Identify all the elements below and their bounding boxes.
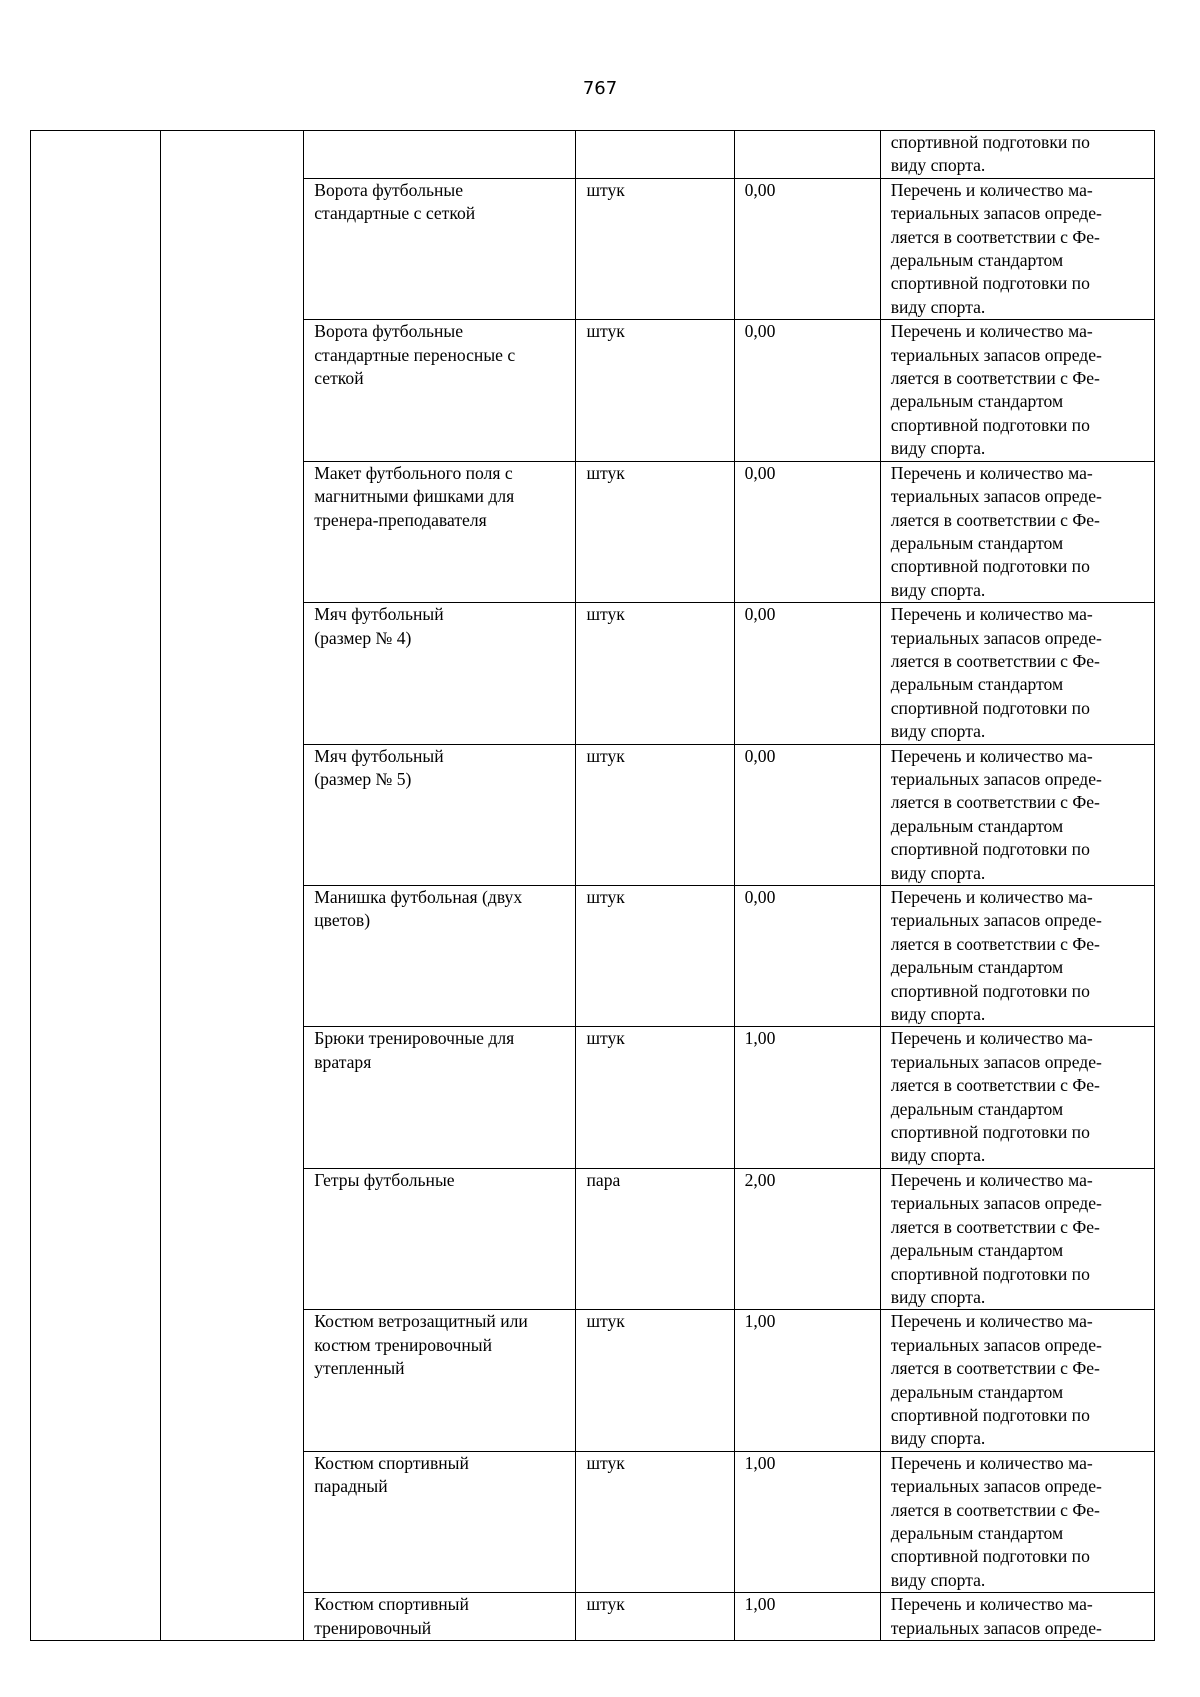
- item-name: Гетры футбольные: [314, 1169, 455, 1190]
- item-name: Мяч футбольный (размер № 5): [314, 745, 444, 789]
- item-qty: 2,00: [744, 1169, 776, 1190]
- item-name: Костюм ветрозащитный или костюм тренировочный утепленный: [314, 1311, 528, 1379]
- note-cell: [880, 1168, 1154, 1309]
- item-qty: 0,00: [744, 887, 776, 907]
- note-text: Перечень и количество ма- териальных запасов опреде- ляется в соответствии с Фе- деральным стандартом спортивной подготовки по виду спорта.: [890, 1452, 1102, 1590]
- note-cell: [880, 744, 1154, 885]
- note-text: Перечень и количество ма- териальных запасов опреде- ляется в соответствии с Фе- деральным стандартом спортивной подготовки по виду спорта.: [890, 604, 1102, 742]
- unit-cell: [576, 744, 734, 885]
- equipment-table: [30, 130, 1155, 1641]
- unit-cell: [576, 1027, 734, 1168]
- note-text: Перечень и количество ма- териальных запасов опреде- ляется в соответствии с Фе- деральным стандартом спортивной подготовки по виду спорта.: [890, 179, 1102, 317]
- name-cell: [304, 131, 576, 179]
- unit-cell: [576, 603, 734, 744]
- item-unit: штук: [586, 462, 625, 483]
- item-unit: штук: [586, 887, 625, 907]
- name-cell: [304, 1310, 576, 1451]
- note-text: спортивной подготовки по виду спорта.: [890, 132, 1090, 176]
- unit-cell: [576, 178, 734, 319]
- index-cell: [31, 131, 161, 1641]
- item-unit: пара: [586, 1169, 621, 1190]
- item-qty: 0,00: [744, 604, 776, 625]
- item-qty: 1,00: [744, 1028, 776, 1049]
- note-text: Перечень и количество ма- териальных запасов опреде- ляется в соответствии с Фе- деральным стандартом спортивной подготовки по виду спорта.: [890, 321, 1102, 459]
- note-text: Перечень и количество ма- териальных запасов опреде- ляется в соответствии с Фе- деральным стандартом спортивной подготовки по виду спорта.: [890, 1028, 1102, 1166]
- item-qty: 1,00: [744, 1594, 776, 1615]
- unit-cell: [576, 886, 734, 1027]
- qty-cell: [734, 886, 880, 1027]
- item-name: Мяч футбольный (размер № 4): [314, 604, 444, 648]
- item-unit: штук: [586, 1452, 625, 1473]
- unit-cell: [576, 461, 734, 602]
- name-cell: [304, 178, 576, 319]
- qty-cell: [734, 131, 880, 179]
- item-name: Манишка футбольная (двух цветов): [314, 887, 523, 931]
- unit-cell: [576, 320, 734, 461]
- item-name: Ворота футбольные стандартные с сеткой: [314, 179, 476, 224]
- note-cell: [880, 461, 1154, 602]
- unit-cell: [576, 1168, 734, 1309]
- name-cell: [304, 886, 576, 1027]
- item-name: Ворота футбольные стандартные переносные с сеткой: [314, 321, 516, 389]
- item-unit: штук: [586, 1028, 625, 1049]
- note-cell: [880, 886, 1154, 1027]
- qty-cell: [734, 1451, 880, 1592]
- name-cell: [304, 1027, 576, 1168]
- item-unit: штук: [586, 321, 625, 342]
- item-name: Брюки тренировочные для вратаря: [314, 1028, 515, 1072]
- note-cell: [880, 320, 1154, 461]
- qty-cell: [734, 1168, 880, 1309]
- note-text: Перечень и количество ма- териальных запасов опреде- ляется в соответствии с Фе- деральным стандартом спортивной подготовки по виду спорта.: [890, 887, 1102, 1025]
- name-cell: [304, 1451, 576, 1592]
- item-qty: 1,00: [744, 1311, 776, 1332]
- item-unit: штук: [586, 1311, 625, 1332]
- table-row: [31, 131, 1155, 179]
- qty-cell: [734, 744, 880, 885]
- qty-cell: [734, 320, 880, 461]
- qty-cell: [734, 1027, 880, 1168]
- note-text: Перечень и количество ма- териальных запасов опреде-: [890, 1594, 1102, 1638]
- unit-cell: [576, 131, 734, 179]
- item-qty: 0,00: [744, 179, 776, 200]
- qty-cell: [734, 461, 880, 602]
- unit-cell: [576, 1593, 734, 1641]
- qty-cell: [734, 1310, 880, 1451]
- name-cell: [304, 461, 576, 602]
- item-name: Костюм спортивный парадный: [314, 1452, 469, 1497]
- item-qty: 0,00: [744, 462, 776, 483]
- item-qty: 0,00: [744, 745, 776, 766]
- page-number: 767: [582, 78, 618, 99]
- item-unit: штук: [586, 1594, 625, 1615]
- note-text: Перечень и количество ма- териальных запасов опреде- ляется в соответствии с Фе- деральным стандартом спортивной подготовки по виду спорта.: [890, 745, 1102, 883]
- item-qty: 1,00: [744, 1452, 776, 1473]
- item-name: Костюм спортивный тренировочный: [314, 1594, 469, 1638]
- name-cell: [304, 744, 576, 885]
- item-unit: штук: [586, 604, 625, 625]
- qty-cell: [734, 178, 880, 319]
- name-cell: [304, 1168, 576, 1309]
- unit-cell: [576, 1310, 734, 1451]
- name-cell: [304, 320, 576, 461]
- note-cell: [880, 1310, 1154, 1451]
- item-unit: штук: [586, 179, 625, 200]
- note-text: Перечень и количество ма- териальных запасов опреде- ляется в соответствии с Фе- деральным стандартом спортивной подготовки по виду спорта.: [890, 1311, 1102, 1449]
- qty-cell: [734, 603, 880, 744]
- item-name: Макет футбольного поля с магнитными фишками для тренера-преподавателя: [314, 462, 515, 530]
- item-unit: штук: [586, 745, 625, 766]
- qty-cell: [734, 1593, 880, 1641]
- name-cell: [304, 603, 576, 744]
- name-cell: [304, 1593, 576, 1641]
- note-cell: [880, 1593, 1154, 1641]
- note-cell: [880, 131, 1154, 179]
- group-cell: [161, 131, 304, 1641]
- note-cell: [880, 1451, 1154, 1592]
- note-cell: [880, 603, 1154, 744]
- note-cell: [880, 178, 1154, 319]
- note-cell: [880, 1027, 1154, 1168]
- unit-cell: [576, 1451, 734, 1592]
- item-qty: 0,00: [744, 321, 776, 342]
- note-text: Перечень и количество ма- териальных запасов опреде- ляется в соответствии с Фе- деральным стандартом спортивной подготовки по виду спорта.: [890, 462, 1102, 600]
- note-text: Перечень и количество ма- териальных запасов опреде- ляется в соответствии с Фе- деральным стандартом спортивной подготовки по виду спорта.: [890, 1169, 1102, 1307]
